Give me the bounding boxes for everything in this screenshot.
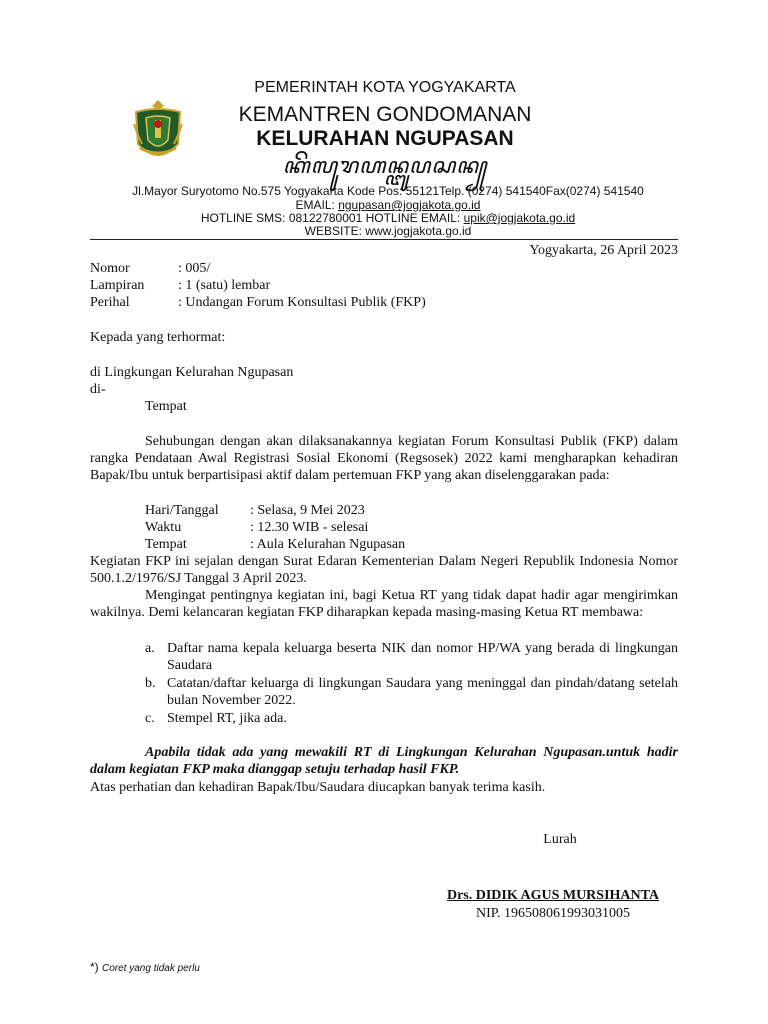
email-link[interactable]: ngupasan@jogjakota.go.id	[338, 198, 481, 212]
hotline-email-link[interactable]: upik@jogjakota.go.id	[463, 211, 576, 225]
list-item-c: Stempel RT, jika ada.	[167, 711, 287, 726]
schedule-value-date: : Selasa, 9 Mei 2023	[250, 503, 365, 518]
meta-value-nomor: : 005/	[178, 261, 211, 276]
signatory-name: Drs. DIDIK AGUS MURSIHANTA	[446, 888, 660, 903]
letterhead-javanese-script: ꦏꦼꦭꦸꦫꦲꦤ꧀ꦔꦸꦥꦱꦤ꧀	[282, 153, 488, 178]
schedule-value-place: : Aula Kelurahan Ngupasan	[250, 537, 406, 552]
list-item-a: Daftar nama kepala keluarga beserta NIK dan nomor HP/WA yang berada di lingkungan Saudara	[167, 641, 678, 673]
meta-value-perihal: : Undangan Forum Konsultasi Publik (FKP)	[178, 295, 426, 310]
footnote-mark: *)	[90, 960, 99, 974]
city-emblem-icon	[130, 96, 186, 168]
letterhead-divider	[90, 239, 678, 240]
recipient-tempat: Tempat	[145, 399, 187, 414]
schedule-value-time: : 12.30 WIB - selesai	[250, 520, 369, 535]
list-marker-c: c.	[145, 711, 155, 726]
letterhead-government: PEMERINTAH KOTA YOGYAKARTA	[254, 79, 516, 96]
meta-label-nomor: Nomor	[90, 261, 130, 276]
meta-label-lampiran: Lampiran	[90, 278, 145, 293]
letterhead-address: Jl.Mayor Suryotomo No.575 Yogyakarta Kode Pos: 55121Telp. (0274) 541540Fax(0274) 541540	[132, 184, 644, 198]
letterhead-village: KELURAHAN NGUPASAN	[256, 127, 514, 150]
letterhead-email	[100, 198, 676, 212]
email-label: EMAIL:	[295, 198, 339, 212]
recipient-line: di Lingkungan Kelurahan Ngupasan	[90, 365, 294, 380]
paragraph-emphasis: Apabila tidak ada yang mewakili RT di Lingkungan Kelurahan Ngupasan.untuk hadir dalam kegiatan FKP maka dianggap setuju terhadap hasil FKP.	[90, 745, 678, 777]
recipient-di: di-	[90, 382, 106, 397]
footnote-text: Coret yang tidak perlu	[102, 963, 200, 974]
list-marker-b: b.	[145, 676, 156, 691]
paragraph-request: Mengingat pentingnya kegiatan ini, bagi Ketua RT yang tidak dapat hadir agar mengirimkan wakilnya. Demi kelancaran kegiatan FKP diharapkan kepada masing-masing Ketua RT membawa:	[90, 588, 678, 620]
footnote	[90, 960, 490, 976]
hotline-sms: HOTLINE SMS: 08122780001 HOTLINE EMAIL:	[200, 211, 464, 225]
paragraph-invitation: Sehubungan dengan akan dilaksanakannya kegiatan Forum Konsultasi Publik (FKP) dalam rangka Pendataan Awal Registrasi Sosial Ekonomi (Regsosek) 2022 kami mengharapkan kehadiran Bapak/Ibu untuk berpartisipasi aktif dalam pertemuan FKP yang akan diselenggarakan pada:	[90, 434, 678, 483]
letterhead-website: WEBSITE: www.jogjakota.go.id	[304, 224, 472, 238]
list-marker-a: a.	[145, 641, 155, 656]
letterhead-hotline	[100, 211, 676, 225]
signature-title: Lurah	[543, 832, 577, 847]
paragraph-circular: Kegiatan FKP ini sejalan dengan Surat Edaran Kementerian Dalam Negeri Republik Indonesia Nomor 500.1.2/1976/SJ Tanggal 3 April 2023.	[90, 554, 678, 586]
meta-value-lampiran: : 1 (satu) lembar	[178, 278, 271, 293]
schedule-label-date: Hari/Tanggal	[145, 503, 219, 518]
list-item-b: Catatan/daftar keluarga di lingkungan Saudara yang meninggal dan pindah/datang setelah bulan November 2022.	[167, 676, 678, 708]
paragraph-closing: Atas perhatian dan kehadiran Bapak/Ibu/Saudara diucapkan banyak terima kasih.	[90, 780, 546, 795]
meta-label-perihal: Perihal	[90, 295, 130, 310]
signatory-nip: NIP. 196508061993031005	[475, 906, 630, 921]
letterhead-district: KEMANTREN GONDOMANAN	[238, 103, 532, 126]
schedule-label-time: Waktu	[145, 520, 182, 535]
salutation: Kepada yang terhormat:	[90, 330, 226, 345]
letter-date: Yogyakarta, 26 April 2023	[529, 243, 678, 258]
schedule-label-place: Tempat	[145, 537, 187, 552]
